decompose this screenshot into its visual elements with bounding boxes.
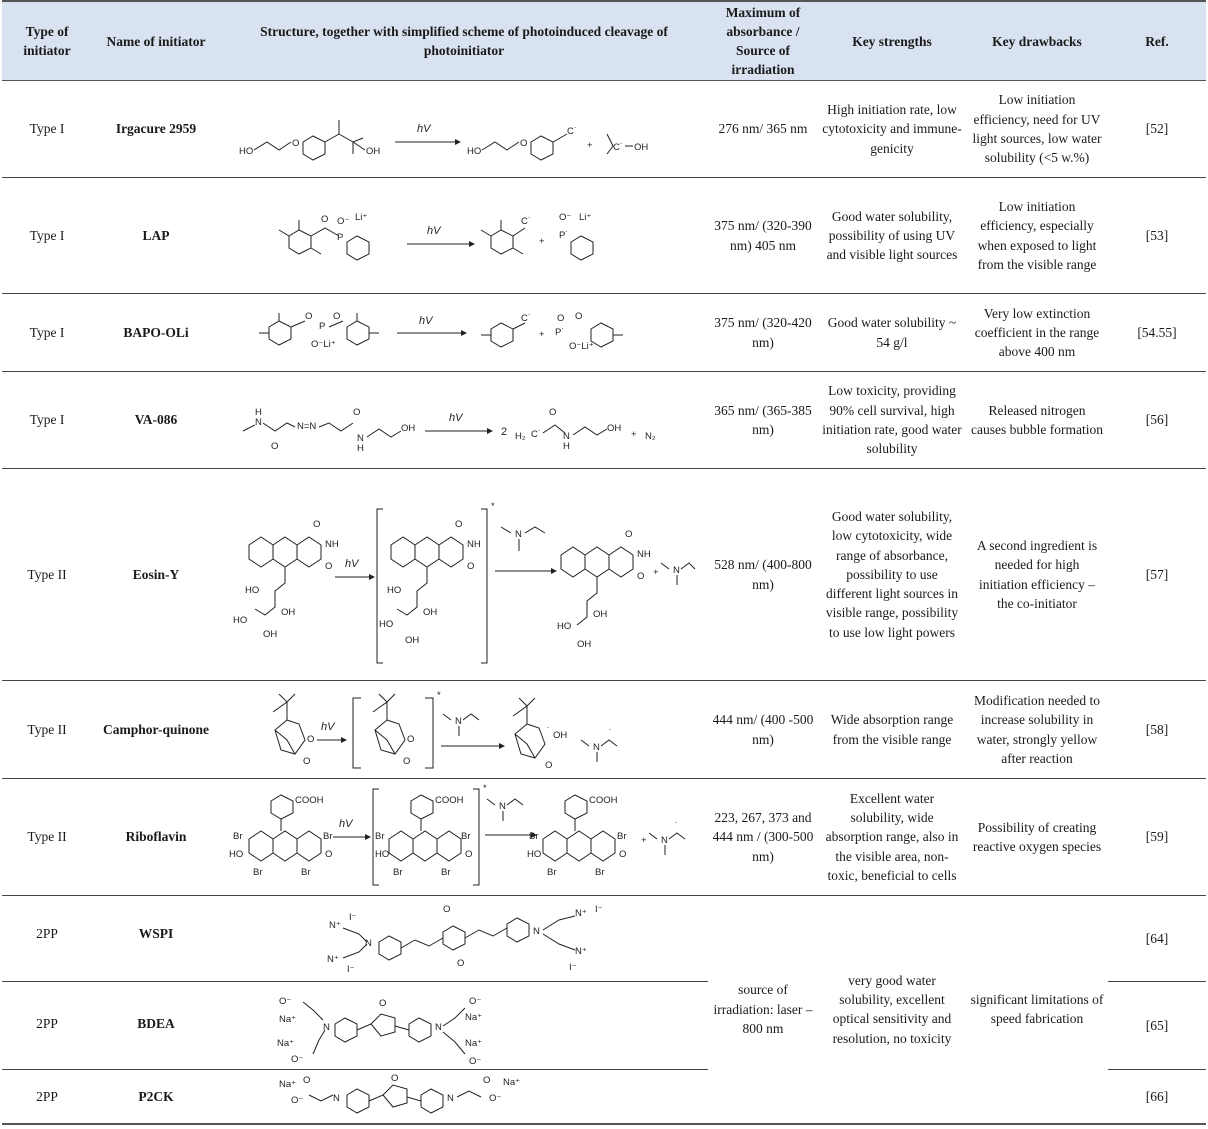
svg-text:O: O [292,138,300,149]
drawbacks-cell: significant limitations of speed fabrication [966,896,1108,1124]
svg-text:O: O [353,407,361,418]
svg-text:O: O [457,957,465,969]
br-label: Br [441,867,451,878]
nh-label: NH [467,538,481,550]
strengths-cell: Good water solubility, low cytotoxicity, wide range of absorbance, possibility to use different light sources in visible range, possibility to use low light powers [818,469,966,681]
ho-label: HO [527,849,542,860]
riboflavin-scheme-image [229,781,699,893]
type-cell: Type I [2,178,92,294]
cooh-label: COOH [589,795,618,806]
type-cell: 2PP [2,1070,92,1124]
svg-text:N: N [323,1021,330,1033]
excited-star-label: * [437,689,441,701]
svg-text:C˙: C˙ [531,429,542,440]
absorbance-cell: 375 nm/ (320-390 nm) 405 nm [708,178,818,294]
svg-text:O: O [637,570,645,582]
svg-text:P: P [319,320,326,332]
sodium-label: Na⁺ [503,1077,521,1089]
name-cell: BAPO-OLi [92,294,220,372]
absorbance-cell: 375 nm/ (320-420 nm) [708,294,818,372]
svg-text:N: N [563,431,570,442]
svg-text:C˙: C˙ [521,312,532,324]
name-cell: BDEA [92,982,220,1070]
plus-label: + [539,235,545,247]
oh-label: OH [423,606,438,618]
nh-label: NH [325,538,339,550]
ho-label: HO [467,146,482,157]
absorbance-cell: 444 nm/ (400 -500 nm) [708,681,818,779]
svg-text:N: N [593,741,600,753]
oh-label: OH [577,638,592,650]
ref-cell: [65] [1108,982,1206,1070]
strengths-cell: Wide absorption range from the visible range [818,681,966,779]
structure-cell [220,469,708,681]
name-cell: LAP [92,178,220,294]
svg-text:O: O [303,755,311,767]
svg-text:O: O [305,310,313,322]
structure-cell [220,372,708,469]
br-label: Br [617,831,627,842]
structure-cell [220,681,708,779]
svg-text:O: O [520,138,528,149]
svg-text:O: O [391,1073,399,1085]
eosin-scheme-image [229,475,699,675]
sodium-label: Na⁺ [465,1011,483,1023]
svg-text:O: O [557,312,565,324]
svg-text:N: N [455,715,462,727]
svg-text:N: N [533,925,540,937]
absorbance-cell: 365 nm/ (365-385 nm) [708,372,818,469]
type-cell: Type I [2,372,92,469]
type-cell: 2PP [2,896,92,982]
drawbacks-cell: Modification needed to increase solubility in water, strongly yellow after reaction [966,681,1108,779]
br-label: Br [375,831,385,842]
hv-label: hV [345,557,359,570]
bdea-structure-image [229,984,699,1068]
li-label: Li⁺ [579,211,592,223]
svg-text:N: N [435,1021,442,1033]
svg-text:O⁻: O⁻ [337,215,350,227]
svg-text:N: N [357,433,364,444]
cooh-label: COOH [295,795,324,806]
plus-label: + [641,835,647,846]
photoinitiator-table [2,0,1206,1125]
oh-label: OH [263,628,278,640]
svg-text:N⁺: N⁺ [575,907,587,919]
table-row [2,178,1206,294]
svg-text:P: P [337,231,344,243]
br-label: Br [393,867,403,878]
oh-label: OH [366,146,381,157]
svg-text:O: O [545,759,553,771]
svg-text:N=N: N=N [297,421,317,432]
strengths-cell: Low toxicity, providing 90% cell survival, high initiation rate, good water solubility [818,372,966,469]
structure-cell [220,178,708,294]
svg-text:˙: ˙ [609,727,613,739]
structure-cell [220,982,708,1070]
excited-star-label: * [483,783,487,794]
table-row [2,372,1206,469]
ref-cell: [52] [1108,81,1206,178]
strengths-cell: very good water solubility, excellent optical sensitivity and resolution, no toxicity [818,896,966,1124]
header-drawbacks: Key drawbacks [966,1,1108,81]
plus-label: + [631,429,637,440]
svg-text:O: O [625,528,633,540]
svg-text:P˙: P˙ [555,326,565,338]
header-absorbance: Maximum of absorbance / Source of irradiation [708,1,818,81]
header-strengths: Key strengths [818,1,966,81]
iodide-label: I⁻ [349,911,357,923]
table-row [2,469,1206,681]
ref-cell: [57] [1108,469,1206,681]
plus-label: + [539,328,545,340]
iodide-label: I⁻ [595,903,603,915]
svg-text:O: O [443,903,451,915]
wspi-structure-image [229,898,699,980]
ho-label: HO [557,620,572,632]
svg-text:N: N [661,835,668,846]
header-structure: Structure, together with simplified scheme of photoinduced cleavage of photoinitiator [220,1,708,81]
svg-text:H: H [255,407,262,418]
name-cell: P2CK [92,1070,220,1124]
absorbance-cell: 223, 267, 373 and 444 nm / (300-500 nm) [708,779,818,896]
ho-label: HO [229,849,244,860]
oh-label: OH [405,634,420,646]
plus-label: + [587,140,593,151]
svg-text:O: O [483,1075,491,1087]
iodide-label: I⁻ [347,963,355,975]
ref-cell: [53] [1108,178,1206,294]
bapo-scheme-image [229,297,699,369]
ho-label: HO [379,618,394,630]
sodium-label: Na⁺ [277,1037,295,1049]
type-cell: 2PP [2,982,92,1070]
absorbance-cell: 276 nm/ 365 nm [708,81,818,178]
svg-text:O: O [549,407,557,418]
drawbacks-cell: Low initiation efficiency, especially when exposed to light from the visible range [966,178,1108,294]
name-cell: Riboflavin [92,779,220,896]
svg-text:N: N [499,801,506,812]
strengths-cell: Excellent water solubility, wide absorption range, also in the visible area, non-toxic, beneficial to cells [818,779,966,896]
svg-text:O⁻: O⁻ [291,1095,304,1107]
svg-text:N: N [333,1093,340,1105]
name-cell: Irgacure 2959 [92,81,220,178]
hv-label: hV [419,314,433,327]
drawbacks-cell: Possibility of creating reactive oxygen species [966,779,1108,896]
ho-label: HO [387,584,402,596]
camphorquinone-scheme-image [229,684,699,776]
header-row [2,1,1206,81]
hv-label: hV [339,818,353,830]
br-label: Br [301,867,311,878]
svg-text:C˙: C˙ [521,215,532,227]
svg-text:˙: ˙ [547,725,551,737]
svg-text:O: O [313,518,321,530]
svg-text:O⁻: O⁻ [279,995,292,1007]
br-label: Br [461,831,471,842]
svg-text:O⁻: O⁻ [559,211,572,223]
svg-text:O⁻: O⁻ [469,995,482,1007]
oh-label: OH [593,608,608,620]
svg-text:C˙: C˙ [567,126,578,137]
svg-text:N: N [515,528,522,540]
strengths-cell: Good water solubility ~ 54 g/l [818,294,966,372]
svg-text:O: O [407,733,415,745]
svg-text:˙: ˙ [675,821,679,832]
name-cell: Eosin-Y [92,469,220,681]
svg-text:O: O [575,310,583,322]
type-cell: Type I [2,294,92,372]
svg-text:O: O [403,755,411,767]
structure-cell [220,896,708,982]
li-label: Li⁺ [355,211,368,223]
table-row [2,896,1206,982]
svg-text:O⁻Li⁺: O⁻Li⁺ [311,338,336,350]
p2ck-structure-image [229,1071,699,1121]
name-cell: WSPI [92,896,220,982]
structure-cell [220,81,708,178]
drawbacks-cell: Released nitrogen causes bubble formation [966,372,1108,469]
oh-label: OH [634,142,649,153]
header-ref: Ref. [1108,1,1206,81]
svg-text:O⁻: O⁻ [489,1093,502,1105]
svg-text:H: H [357,443,364,454]
svg-text:O: O [465,849,473,860]
excited-star-label: * [491,500,495,512]
svg-text:O: O [379,997,387,1009]
drawbacks-cell: Low initiation efficiency, need for UV light sources, low water solubility (<5 w.%) [966,81,1108,178]
ho-label: HO [233,614,248,626]
svg-text:N⁺: N⁺ [327,953,339,965]
sodium-label: Na⁺ [279,1013,297,1025]
hv-label: hV [321,720,335,733]
table-row [2,681,1206,779]
irgacure-scheme-image [229,84,699,174]
svg-text:N⁺: N⁺ [575,945,587,957]
plus-label: + [653,566,659,578]
svg-text:P˙: P˙ [559,229,569,241]
ref-cell: [59] [1108,779,1206,896]
svg-text:O: O [321,213,329,225]
svg-text:O: O [467,560,475,572]
absorbance-cell: 528 nm/ (400-800 nm) [708,469,818,681]
svg-text:O⁻: O⁻ [291,1053,304,1065]
svg-text:O: O [619,849,627,860]
ref-cell: [64] [1108,896,1206,982]
svg-text:H: H [563,441,570,452]
svg-text:O: O [455,518,463,530]
name-cell: VA-086 [92,372,220,469]
ref-cell: [58] [1108,681,1206,779]
cooh-label: COOH [435,795,464,806]
name-cell: Camphor-quinone [92,681,220,779]
oh-label: OH [281,606,296,618]
svg-text:N⁺: N⁺ [329,919,341,931]
absorbance-cell: source of irradiation: laser – 800 nm [708,896,818,1124]
svg-text:O⁻Li⁺: O⁻Li⁺ [569,340,594,352]
strengths-cell: Good water solubility, possibility of using UV and visible light sources [818,178,966,294]
svg-text:O: O [307,733,315,745]
svg-text:O: O [271,441,279,452]
structure-cell [220,779,708,896]
svg-text:O⁻: O⁻ [469,1055,482,1067]
ho-label: HO [375,849,390,860]
ref-cell: [56] [1108,372,1206,469]
drawbacks-cell: Very low extinction coefficient in the range above 400 nm [966,294,1108,372]
oh-label: OH [607,423,622,434]
br-label: Br [323,831,333,842]
svg-text:O: O [333,310,341,322]
oh-label: OH [401,423,416,434]
hv-label: hV [449,412,463,424]
svg-text:C˙: C˙ [613,142,624,153]
svg-text:N: N [673,564,680,576]
ref-cell: [66] [1108,1070,1206,1124]
lap-scheme-image [229,186,699,286]
svg-text:O: O [325,560,333,572]
svg-text:O: O [303,1075,311,1087]
h2c-label: H₂ [515,431,526,442]
sodium-label: Na⁺ [465,1037,483,1049]
ho-label: HO [245,584,260,596]
n2-label: N₂ [645,431,656,442]
nh-label: NH [637,548,651,560]
ho-label: HO [239,146,254,157]
br-label: Br [529,831,539,842]
hv-label: hV [417,123,431,135]
sodium-label: Na⁺ [279,1079,297,1091]
svg-text:N: N [255,417,262,428]
br-label: Br [233,831,243,842]
br-label: Br [253,867,263,878]
type-cell: Type II [2,681,92,779]
strengths-cell: High initiation rate, low cytotoxicity and immune-genicity [818,81,966,178]
va086-scheme-image [229,375,699,465]
table-row [2,779,1206,896]
oh-label: OH [553,729,568,741]
type-cell: Type I [2,81,92,178]
table-row [2,294,1206,372]
type-cell: Type II [2,469,92,681]
iodide-label: I⁻ [569,961,577,973]
br-label: Br [547,867,557,878]
hv-label: hV [427,224,441,237]
type-cell: Type II [2,779,92,896]
header-name: Name of initiator [92,1,220,81]
ref-cell: [54.55] [1108,294,1206,372]
br-label: Br [595,867,605,878]
header-type: Type of initiator [2,1,92,81]
coefficient-label: 2 [501,426,508,438]
drawbacks-cell: A second ingredient is needed for high initiation efficiency – the co-initiator [966,469,1108,681]
structure-cell [220,294,708,372]
structure-cell [220,1070,708,1124]
svg-text:O: O [325,849,333,860]
svg-text:N: N [447,1093,454,1105]
svg-text:N: N [365,937,372,949]
table-row [2,81,1206,178]
